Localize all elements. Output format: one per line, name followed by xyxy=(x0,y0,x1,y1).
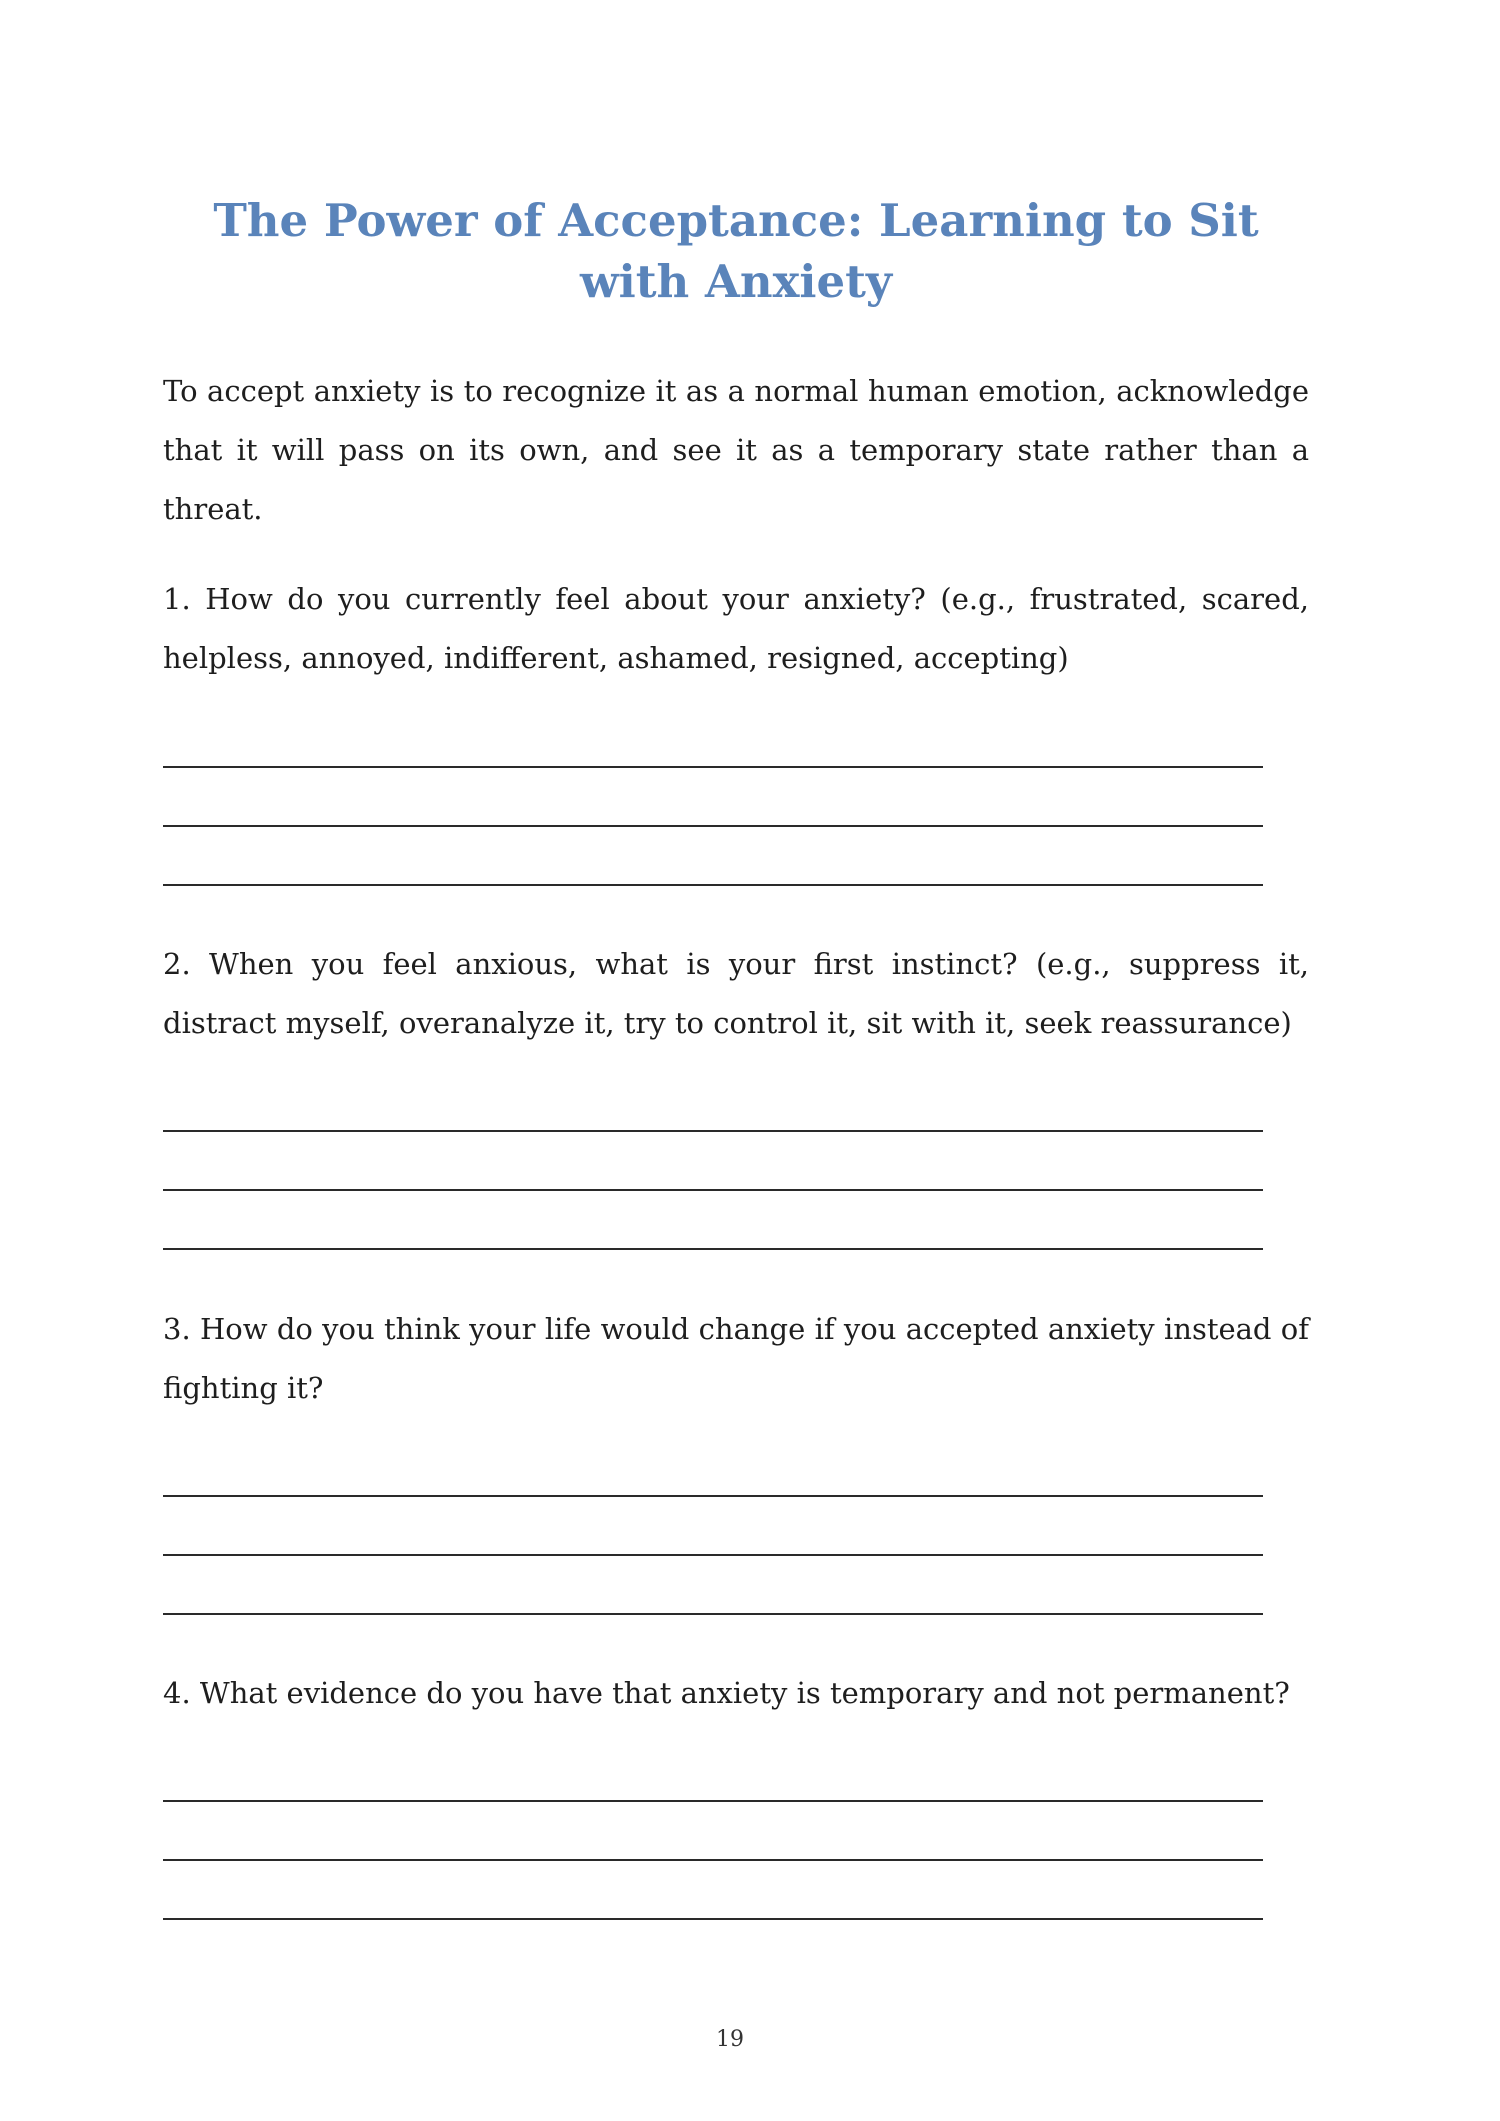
intro-paragraph: To accept anxiety is to recognize it as a normal human emotion, acknowledge that it will pass on its own, and see it as a temporary state rather than a threat. xyxy=(163,374,1309,526)
page-title: The Power of Acceptance: Learning to Sit with Anxiety xyxy=(213,194,1259,308)
answer-line-q1-2[interactable] xyxy=(163,825,1263,827)
answer-line-q3-3[interactable] xyxy=(163,1613,1263,1615)
question-1: 1. How do you currently feel about your anxiety? (e.g., frustrated, scared, helpless, annoyed, indifferent, ashamed, resigned, accepting) xyxy=(163,582,1309,675)
question-3: 3. How do you think your life would change if you accepted anxiety instead of fighting it? xyxy=(163,1312,1309,1405)
answer-line-q2-2[interactable] xyxy=(163,1189,1263,1191)
question-2: 2. When you feel anxious, what is your first instinct? (e.g., suppress it, distract myself, overanalyze it, try to control it, sit with it, seek reassurance) xyxy=(163,947,1309,1040)
answer-line-q2-3[interactable] xyxy=(163,1248,1263,1250)
answer-line-q3-2[interactable] xyxy=(163,1554,1263,1556)
answer-line-q1-3[interactable] xyxy=(163,884,1263,886)
answer-line-q1-1[interactable] xyxy=(163,766,1263,768)
question-4: 4. What evidence do you have that anxiety is temporary and not permanent? xyxy=(163,1676,1290,1710)
answer-line-q2-1[interactable] xyxy=(163,1130,1263,1132)
answer-line-q3-1[interactable] xyxy=(163,1495,1263,1497)
answer-line-q4-1[interactable] xyxy=(163,1800,1263,1802)
answer-line-q4-3[interactable] xyxy=(163,1918,1263,1920)
answer-line-q4-2[interactable] xyxy=(163,1859,1263,1861)
page-number: 19 xyxy=(716,2027,744,2052)
